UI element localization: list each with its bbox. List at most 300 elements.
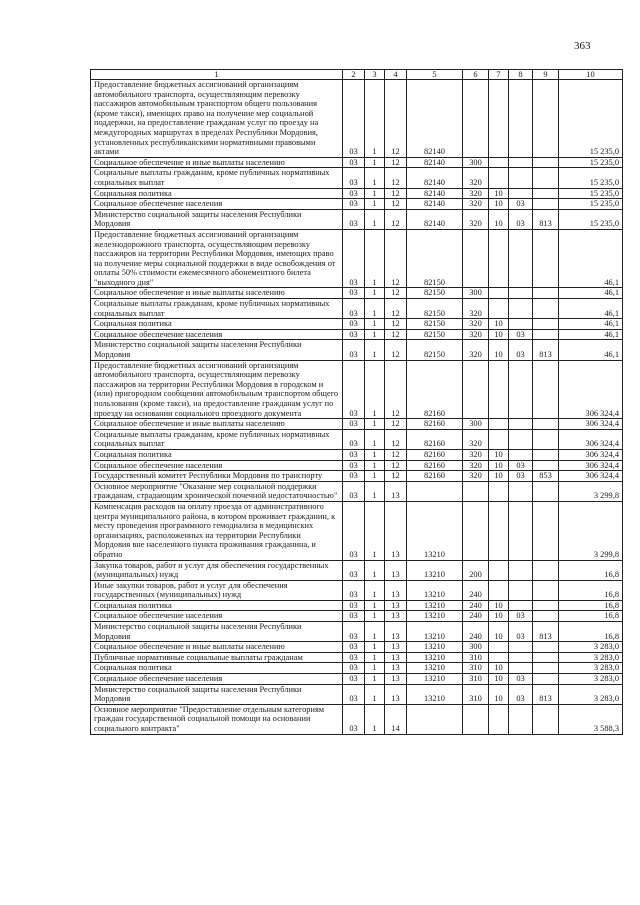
row-code-6: 320: [463, 209, 489, 229]
row-code-2: 03: [343, 501, 365, 560]
row-code-9: [533, 299, 559, 319]
row-code-3: 1: [365, 419, 385, 430]
row-code-9: [533, 229, 559, 288]
row-code-7: [489, 157, 509, 168]
table-row: [91, 319, 623, 330]
row-code-3: 1: [365, 622, 385, 642]
row-amount: 15 235,0: [559, 168, 623, 188]
row-code-7: [489, 501, 509, 560]
row-name: Предоставление бюджетных ассигнований организациям железнодорожного транспорта, осуществляющим перевозку пассажиров на территории Республики Мордовия, имеющих право на получение меры социальной поддержки в виде освобождения от оплаты 50% стоимости ежемесячного абонементного билета "выходного дня": [91, 229, 343, 288]
row-code-4: 13: [385, 560, 407, 580]
row-code-4: 12: [385, 80, 407, 158]
row-code-8: [509, 229, 533, 288]
row-code-7: [489, 560, 509, 580]
row-code-9: [533, 199, 559, 210]
row-name: Социальное обеспечение и иные выплаты населению: [91, 419, 343, 430]
row-code-5: 13210: [407, 501, 463, 560]
col-header: 8: [509, 70, 533, 80]
row-amount: 46,1: [559, 319, 623, 330]
row-code-2: 03: [343, 360, 365, 419]
row-name: Социальная политика: [91, 188, 343, 199]
row-code-3: 1: [365, 209, 385, 229]
row-code-8: [509, 501, 533, 560]
row-amount: 306 324,4: [559, 471, 623, 482]
table-row: [91, 329, 623, 340]
row-code-6: 310: [463, 652, 489, 663]
row-code-9: [533, 580, 559, 600]
row-name: Предоставление бюджетных ассигнований организациям автомобильного транспорта, осуществляющим перевозку пассажиров на территории Республики Мордовия в городском и (или) пригородном сообщении автомобильным транспортом общего пользования (кроме такси), на предоставление гражданам услуг по проезду на основании социального проездного документа: [91, 360, 343, 419]
row-name: Министерство социальной защиты населения Республики Мордовия: [91, 622, 343, 642]
row-code-6: 320: [463, 188, 489, 199]
row-code-7: [489, 704, 509, 734]
row-name: Министерство социальной защиты населения Республики Мордовия: [91, 209, 343, 229]
row-code-7: 10: [489, 188, 509, 199]
row-code-4: 12: [385, 471, 407, 482]
row-code-7: [489, 168, 509, 188]
row-code-7: 10: [489, 611, 509, 622]
row-code-2: 03: [343, 209, 365, 229]
row-name: Социальная политика: [91, 663, 343, 674]
row-amount: 306 324,4: [559, 419, 623, 430]
col-header: 6: [463, 70, 489, 80]
row-code-6: 310: [463, 663, 489, 674]
row-code-4: 13: [385, 481, 407, 501]
row-code-9: 813: [533, 209, 559, 229]
table-row: [91, 80, 623, 158]
row-amount: 15 235,0: [559, 209, 623, 229]
row-code-8: 03: [509, 622, 533, 642]
row-code-4: 12: [385, 229, 407, 288]
row-code-7: [489, 481, 509, 501]
row-code-2: 03: [343, 684, 365, 704]
row-code-5: 13210: [407, 580, 463, 600]
row-code-3: 1: [365, 652, 385, 663]
row-name: Социальное обеспечение и иные выплаты населению: [91, 288, 343, 299]
row-code-4: 12: [385, 429, 407, 449]
row-code-4: 12: [385, 168, 407, 188]
table-row: [91, 600, 623, 611]
table-row: [91, 560, 623, 580]
row-code-2: 03: [343, 600, 365, 611]
row-code-5: 13210: [407, 674, 463, 685]
row-code-3: 1: [365, 429, 385, 449]
row-amount: 3 283,0: [559, 663, 623, 674]
row-code-4: 13: [385, 501, 407, 560]
table-row: [91, 652, 623, 663]
table-row: [91, 157, 623, 168]
row-code-4: 12: [385, 460, 407, 471]
table-row: [91, 580, 623, 600]
row-amount: 15 235,0: [559, 199, 623, 210]
row-code-6: 300: [463, 157, 489, 168]
row-code-9: [533, 481, 559, 501]
row-code-9: [533, 501, 559, 560]
row-code-7: 10: [489, 600, 509, 611]
row-code-9: [533, 600, 559, 611]
table-row: [91, 168, 623, 188]
row-code-5: 82150: [407, 288, 463, 299]
row-code-6: [463, 229, 489, 288]
row-code-9: [533, 674, 559, 685]
row-code-7: 10: [489, 329, 509, 340]
row-code-7: 10: [489, 684, 509, 704]
row-amount: 46,1: [559, 299, 623, 319]
row-code-6: 240: [463, 622, 489, 642]
row-code-6: [463, 501, 489, 560]
row-code-7: 10: [489, 209, 509, 229]
row-code-2: 03: [343, 674, 365, 685]
row-code-7: 10: [489, 460, 509, 471]
row-code-4: 13: [385, 652, 407, 663]
table-row: [91, 429, 623, 449]
row-code-3: 1: [365, 449, 385, 460]
row-code-8: [509, 600, 533, 611]
table-row: [91, 611, 623, 622]
row-amount: 46,1: [559, 288, 623, 299]
row-code-9: [533, 704, 559, 734]
row-code-5: [407, 704, 463, 734]
row-code-5: 82160: [407, 460, 463, 471]
row-name: Социальная политика: [91, 319, 343, 330]
row-code-2: 03: [343, 704, 365, 734]
row-code-6: [463, 704, 489, 734]
row-code-3: 1: [365, 580, 385, 600]
row-code-2: 03: [343, 560, 365, 580]
row-name: Социальное обеспечение населения: [91, 199, 343, 210]
table-row: [91, 471, 623, 482]
row-code-5: 82160: [407, 360, 463, 419]
row-amount: 16,8: [559, 580, 623, 600]
table-row: [91, 229, 623, 288]
col-header: 7: [489, 70, 509, 80]
row-name: Социальная политика: [91, 449, 343, 460]
row-code-5: 82150: [407, 340, 463, 360]
row-code-5: 82150: [407, 229, 463, 288]
row-code-5: 82150: [407, 299, 463, 319]
row-code-5: 13210: [407, 611, 463, 622]
row-code-9: [533, 288, 559, 299]
row-amount: 46,1: [559, 340, 623, 360]
row-code-3: 1: [365, 642, 385, 653]
row-code-4: 13: [385, 600, 407, 611]
row-amount: 3 299,8: [559, 481, 623, 501]
row-amount: 46,1: [559, 229, 623, 288]
row-amount: 46,1: [559, 329, 623, 340]
row-code-4: 12: [385, 360, 407, 419]
row-code-8: [509, 360, 533, 419]
row-code-6: 320: [463, 429, 489, 449]
col-header: 5: [407, 70, 463, 80]
row-amount: 306 324,4: [559, 360, 623, 419]
row-code-2: 03: [343, 329, 365, 340]
row-code-6: 320: [463, 460, 489, 471]
row-code-3: 1: [365, 501, 385, 560]
row-code-6: 310: [463, 684, 489, 704]
row-code-2: 03: [343, 199, 365, 210]
row-code-3: 1: [365, 704, 385, 734]
row-code-8: [509, 168, 533, 188]
table-row: [91, 449, 623, 460]
row-code-2: 03: [343, 157, 365, 168]
row-code-6: 320: [463, 168, 489, 188]
row-name: Социальное обеспечение населения: [91, 329, 343, 340]
row-code-6: 240: [463, 580, 489, 600]
row-code-8: [509, 80, 533, 158]
col-header: 9: [533, 70, 559, 80]
row-amount: 3 283,0: [559, 652, 623, 663]
row-code-3: 1: [365, 460, 385, 471]
row-code-8: [509, 560, 533, 580]
row-code-8: [509, 419, 533, 430]
row-amount: 3 299,8: [559, 501, 623, 560]
row-code-6: 320: [463, 319, 489, 330]
row-code-9: [533, 429, 559, 449]
row-code-8: [509, 642, 533, 653]
row-code-5: 82150: [407, 319, 463, 330]
row-code-9: 813: [533, 340, 559, 360]
row-code-8: [509, 481, 533, 501]
row-code-3: 1: [365, 319, 385, 330]
row-code-4: 12: [385, 157, 407, 168]
row-name: Министерство социальной защиты населения Республики Мордовия: [91, 340, 343, 360]
row-name: Министерство социальной защиты населения Республики Мордовия: [91, 684, 343, 704]
row-code-4: 12: [385, 288, 407, 299]
row-code-5: 13210: [407, 600, 463, 611]
row-code-9: [533, 168, 559, 188]
row-code-8: 03: [509, 611, 533, 622]
row-code-5: 82140: [407, 209, 463, 229]
col-header: 1: [91, 70, 343, 80]
row-code-3: 1: [365, 481, 385, 501]
row-code-6: 320: [463, 340, 489, 360]
row-code-8: [509, 429, 533, 449]
row-code-3: 1: [365, 611, 385, 622]
budget-table: [90, 69, 623, 735]
row-name: Социальные выплаты гражданам, кроме публичных нормативных социальных выплат: [91, 168, 343, 188]
row-code-3: 1: [365, 299, 385, 319]
table-row: [91, 209, 623, 229]
row-code-7: [489, 80, 509, 158]
row-code-3: 1: [365, 663, 385, 674]
row-name: Социальные выплаты гражданам, кроме публичных нормативных социальных выплат: [91, 429, 343, 449]
header-row: [91, 70, 623, 80]
row-code-3: 1: [365, 684, 385, 704]
col-header: 4: [385, 70, 407, 80]
row-code-2: 03: [343, 460, 365, 471]
row-code-8: 03: [509, 460, 533, 471]
row-code-3: 1: [365, 229, 385, 288]
row-amount: 15 235,0: [559, 188, 623, 199]
row-amount: 16,8: [559, 622, 623, 642]
row-code-3: 1: [365, 288, 385, 299]
row-code-9: [533, 360, 559, 419]
table-row: [91, 299, 623, 319]
table-row: [91, 684, 623, 704]
table-row: [91, 642, 623, 653]
row-code-7: [489, 229, 509, 288]
row-code-8: 03: [509, 684, 533, 704]
row-code-8: 03: [509, 329, 533, 340]
row-code-9: [533, 460, 559, 471]
row-code-6: [463, 360, 489, 419]
row-code-6: 300: [463, 642, 489, 653]
row-amount: 16,8: [559, 611, 623, 622]
row-name: Социальная политика: [91, 600, 343, 611]
row-code-3: 1: [365, 199, 385, 210]
table-row: [91, 340, 623, 360]
row-code-7: 10: [489, 340, 509, 360]
table-row: [91, 288, 623, 299]
row-code-4: 13: [385, 580, 407, 600]
table-body: [91, 80, 623, 735]
row-code-6: 240: [463, 600, 489, 611]
row-name: Социальное обеспечение и иные выплаты населению: [91, 157, 343, 168]
row-code-2: 03: [343, 340, 365, 360]
row-name: Социальное обеспечение населения: [91, 674, 343, 685]
row-code-9: [533, 329, 559, 340]
row-code-8: [509, 288, 533, 299]
row-code-2: 03: [343, 481, 365, 501]
row-code-7: 10: [489, 663, 509, 674]
row-amount: 16,8: [559, 560, 623, 580]
row-code-9: 853: [533, 471, 559, 482]
row-code-2: 03: [343, 429, 365, 449]
row-code-4: 12: [385, 449, 407, 460]
row-code-6: 300: [463, 419, 489, 430]
row-code-7: [489, 652, 509, 663]
row-code-8: 03: [509, 340, 533, 360]
row-code-4: 13: [385, 684, 407, 704]
row-amount: 15 235,0: [559, 157, 623, 168]
table-row: [91, 704, 623, 734]
row-name: Предоставление бюджетных ассигнований организациям автомобильного транспорта, осуществляющим перевозку пассажиров автомобильным транспортом общего пользования (кроме такси), имеющих право на получение мер социальной поддержки, на предоставление гражданам услуг по проезду на междугородных маршрутах в пределах Республики Мордовия, установленных республиканскими нормативными правовыми актами: [91, 80, 343, 158]
row-code-6: 240: [463, 611, 489, 622]
row-code-2: 03: [343, 288, 365, 299]
row-code-5: 82140: [407, 157, 463, 168]
row-code-2: 03: [343, 471, 365, 482]
row-code-3: 1: [365, 360, 385, 419]
table-row: [91, 360, 623, 419]
row-code-8: 03: [509, 209, 533, 229]
row-code-2: 03: [343, 622, 365, 642]
row-code-4: 12: [385, 319, 407, 330]
row-code-9: [533, 419, 559, 430]
row-code-2: 03: [343, 652, 365, 663]
row-code-7: 10: [489, 199, 509, 210]
row-name: Социальное обеспечение населения: [91, 611, 343, 622]
row-code-7: [489, 642, 509, 653]
col-header: 10: [559, 70, 623, 80]
table-row: [91, 663, 623, 674]
row-code-5: 82150: [407, 329, 463, 340]
row-code-6: 200: [463, 560, 489, 580]
row-code-4: 12: [385, 199, 407, 210]
row-code-6: 320: [463, 299, 489, 319]
row-code-2: 03: [343, 663, 365, 674]
row-code-2: 03: [343, 299, 365, 319]
row-code-8: [509, 157, 533, 168]
row-code-7: [489, 299, 509, 319]
row-code-5: 13210: [407, 663, 463, 674]
row-amount: 16,8: [559, 600, 623, 611]
row-code-7: [489, 580, 509, 600]
row-name: Компенсация расходов на оплату проезда от административного центра муниципального района, в котором проживает гражданин, к месту проведения программного гемодиализа в медицинских организациях, расположенных на территории Республики Мордовия вне населенного пункта проживания гражданина, и обратно: [91, 501, 343, 560]
col-header: 2: [343, 70, 365, 80]
row-code-3: 1: [365, 471, 385, 482]
row-code-8: [509, 188, 533, 199]
row-code-5: 82160: [407, 471, 463, 482]
row-code-8: [509, 652, 533, 663]
row-code-2: 03: [343, 319, 365, 330]
table-row: [91, 622, 623, 642]
row-code-7: [489, 419, 509, 430]
row-code-5: 13210: [407, 642, 463, 653]
row-code-5: 82140: [407, 80, 463, 158]
row-code-5: 82160: [407, 429, 463, 449]
row-code-4: 12: [385, 209, 407, 229]
table-row: [91, 481, 623, 501]
row-code-3: 1: [365, 600, 385, 611]
row-code-4: 12: [385, 188, 407, 199]
row-code-7: [489, 429, 509, 449]
row-code-3: 1: [365, 674, 385, 685]
row-name: Основное мероприятие "Оказание мер социальной поддержки гражданам, страдающим хронической почечной недостаточностью": [91, 481, 343, 501]
row-code-4: 12: [385, 340, 407, 360]
row-name: Государственный комитет Республики Мордовия по транспорту: [91, 471, 343, 482]
row-code-4: 13: [385, 642, 407, 653]
row-code-8: [509, 663, 533, 674]
row-amount: 306 324,4: [559, 429, 623, 449]
row-name: Публичные нормативные социальные выплаты гражданам: [91, 652, 343, 663]
row-code-2: 03: [343, 642, 365, 653]
row-code-9: [533, 319, 559, 330]
row-code-5: 13210: [407, 622, 463, 642]
row-code-9: [533, 188, 559, 199]
row-code-5: 82140: [407, 168, 463, 188]
row-code-3: 1: [365, 188, 385, 199]
row-code-9: [533, 449, 559, 460]
row-code-7: [489, 288, 509, 299]
page-number: 363: [574, 40, 591, 52]
row-code-9: 813: [533, 622, 559, 642]
row-code-6: 300: [463, 288, 489, 299]
row-code-7: [489, 360, 509, 419]
row-code-8: [509, 704, 533, 734]
row-amount: 3 283,0: [559, 674, 623, 685]
row-code-5: 13210: [407, 560, 463, 580]
row-code-9: 813: [533, 684, 559, 704]
row-code-9: [533, 663, 559, 674]
row-code-9: [533, 560, 559, 580]
row-code-5: 82140: [407, 188, 463, 199]
row-name: Основное мероприятие "Предоставление отдельным категориям граждан государственной социальной помощи на основании социального контракта": [91, 704, 343, 734]
row-code-8: 03: [509, 199, 533, 210]
row-code-5: 82160: [407, 449, 463, 460]
row-code-7: 10: [489, 449, 509, 460]
row-code-8: 03: [509, 674, 533, 685]
table-row: [91, 199, 623, 210]
row-amount: 3 283,0: [559, 642, 623, 653]
row-code-2: 03: [343, 419, 365, 430]
row-name: Социальное обеспечение населения: [91, 460, 343, 471]
row-code-7: 10: [489, 674, 509, 685]
table-row: [91, 501, 623, 560]
table-row: [91, 674, 623, 685]
row-code-7: 10: [489, 319, 509, 330]
row-code-8: [509, 319, 533, 330]
row-code-3: 1: [365, 329, 385, 340]
row-code-8: [509, 580, 533, 600]
